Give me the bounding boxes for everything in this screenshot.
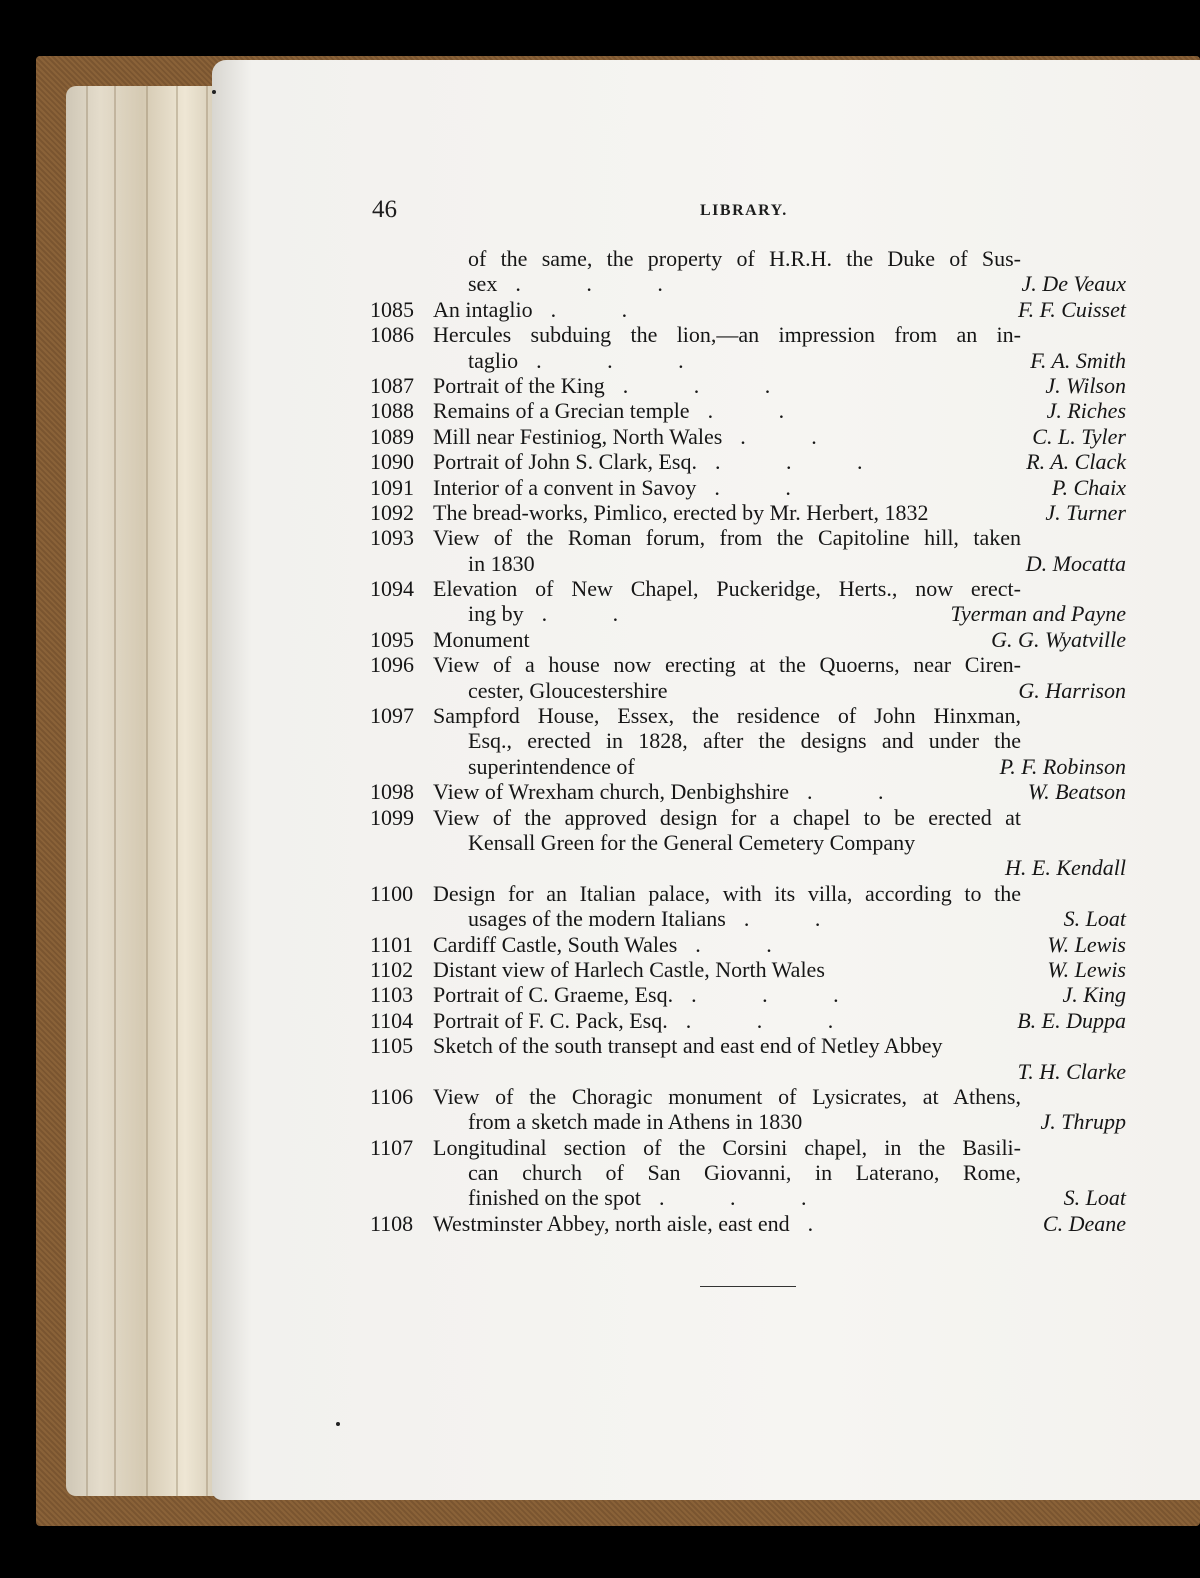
catalogue-entry — [370, 322, 1126, 373]
artist-name: J. De Veaux — [1021, 271, 1126, 297]
entry-line — [370, 500, 1126, 525]
artist-name: G. G. Wyatville — [991, 626, 1126, 652]
running-head: LIBRARY. — [700, 202, 788, 219]
leader-dots: . . — [740, 423, 847, 449]
catalogue-entry — [370, 424, 1126, 449]
entry-line — [370, 1059, 1126, 1084]
catalogue-entry — [370, 703, 1126, 779]
catalogue-entry — [370, 246, 1126, 297]
catalogue-entry — [370, 297, 1126, 322]
entry-line — [370, 475, 1126, 500]
entry-number: 1095 — [370, 626, 414, 652]
catalogue-entry — [370, 779, 1126, 804]
page-mark — [336, 1422, 340, 1426]
entry-line — [370, 525, 1126, 550]
artist-name: F. A. Smith — [1030, 347, 1126, 373]
catalogue-entries — [370, 246, 1126, 1236]
artist-name: J. Thrupp — [1040, 1109, 1126, 1135]
entry-line — [370, 601, 1126, 626]
entry-text: View of a house now erecting at the Quoerns, near Ciren- — [433, 652, 1021, 678]
entry-text: Hercules subduing the lion,—an impression from an in- — [433, 322, 1021, 348]
artist-name: T. H. Clarke — [1017, 1058, 1126, 1084]
entry-line — [370, 881, 1126, 906]
entry-text: Portrait of C. Graeme, Esq. . . . — [433, 982, 869, 1008]
entry-text: from a sketch made in Athens in 1830 — [468, 1109, 803, 1135]
entry-text: Kensall Green for the General Cemetery Company — [468, 829, 916, 855]
catalogue-entry — [370, 398, 1126, 423]
entry-text: superintendence of — [468, 753, 635, 779]
artist-name: W. Beatson — [1027, 779, 1126, 805]
entry-line — [370, 1211, 1126, 1236]
entry-text: ing by . . — [468, 601, 649, 627]
entry-line — [370, 1109, 1126, 1134]
artist-name: D. Mocatta — [1025, 550, 1126, 576]
entry-line — [370, 398, 1126, 423]
entry-text: Portrait of John S. Clark, Esq. . . . — [433, 449, 893, 475]
catalogue-entry — [370, 881, 1126, 932]
entry-number: 1100 — [370, 880, 414, 906]
leader-dots: . . . — [685, 1007, 864, 1033]
entry-number: 1097 — [370, 703, 414, 729]
entry-text: finished on the spot . . . — [468, 1185, 837, 1211]
artist-name: W. Lewis — [1047, 956, 1126, 982]
entry-line — [370, 805, 1126, 830]
entry-text: Monument — [433, 626, 530, 652]
entry-number: 1096 — [370, 652, 414, 678]
entry-number: 1106 — [370, 1083, 414, 1109]
entry-line — [370, 551, 1126, 576]
leader-dots: . . . — [536, 347, 714, 373]
leader-dots: . . — [707, 398, 815, 424]
entry-line — [370, 906, 1126, 931]
entry-number: 1099 — [370, 804, 414, 830]
entry-number: 1093 — [370, 525, 414, 551]
entry-line — [370, 373, 1126, 398]
entry-number: 1088 — [370, 398, 414, 424]
entry-line — [370, 703, 1126, 728]
leader-dots: . . — [714, 474, 821, 500]
artist-name: P. Chaix — [1051, 474, 1126, 500]
entry-text: Mill near Festiniog, North Wales . . — [433, 423, 847, 449]
entry-line — [370, 678, 1126, 703]
entry-line — [370, 449, 1126, 474]
artist-name: G. Harrison — [1018, 677, 1126, 703]
leader-dots: . . . — [691, 982, 869, 1008]
artist-name: J. Wilson — [1045, 372, 1126, 398]
entry-text: An intaglio . . — [433, 296, 658, 322]
leader-dots: . . — [743, 906, 851, 932]
catalogue-entry — [370, 475, 1126, 500]
entry-line — [370, 1008, 1126, 1033]
closing-rule — [700, 1286, 796, 1287]
entry-text: Portrait of F. C. Pack, Esq. . . . — [433, 1007, 864, 1033]
leader-dots: . . — [550, 296, 658, 322]
catalogue-entry — [370, 525, 1126, 576]
catalogue-entry — [370, 957, 1126, 982]
page-edges — [66, 86, 236, 1496]
artist-name: R. A. Clack — [1026, 449, 1126, 475]
entry-text: of the same, the property of H.R.H. the Duke of Sus- — [468, 246, 1021, 271]
entry-text: usages of the modern Italians . . — [468, 906, 851, 932]
artist-name: H. E. Kendall — [1005, 855, 1126, 881]
entry-number: 1085 — [370, 296, 414, 322]
entry-line — [370, 779, 1126, 804]
entry-text: can church of San Giovanni, in Laterano, Rome, — [468, 1160, 1021, 1186]
entry-number: 1102 — [370, 956, 414, 982]
entry-text: Cardiff Castle, South Wales . . — [433, 931, 802, 957]
artist-name: C. L. Tyler — [1032, 423, 1126, 449]
entry-text: Elevation of New Chapel, Puckeridge, Herts., now erect- — [433, 576, 1021, 602]
catalogue-entry — [370, 1033, 1126, 1084]
entry-number: 1092 — [370, 499, 414, 525]
entry-text: View of Wrexham church, Denbighshire . . — [433, 779, 914, 805]
entry-text: View of the Roman forum, from the Capitoline hill, taken — [433, 525, 1021, 551]
artist-name: J. Riches — [1046, 398, 1126, 424]
entry-text: Esq., erected in 1828, after the designs and under the — [468, 728, 1021, 754]
artist-name: J. Turner — [1045, 499, 1126, 525]
artist-name: B. E. Duppa — [1017, 1007, 1126, 1033]
entry-line — [370, 830, 1126, 855]
artist-name: W. Lewis — [1047, 931, 1126, 957]
catalogue-entry — [370, 449, 1126, 474]
entry-line — [370, 1033, 1126, 1058]
entry-line — [370, 1185, 1126, 1210]
catalogue-entry — [370, 652, 1126, 703]
entry-text: Interior of a convent in Savoy . . — [433, 474, 821, 500]
entry-line — [370, 932, 1126, 957]
entry-line — [370, 424, 1126, 449]
entry-line — [370, 1135, 1126, 1160]
entry-line — [370, 957, 1126, 982]
entry-text: The bread-works, Pimlico, erected by Mr. Herbert, 1832 — [433, 499, 929, 525]
leader-dots: . . . — [658, 1185, 837, 1211]
leader-dots: . — [807, 1210, 844, 1236]
leader-dots: . . . — [622, 372, 801, 398]
artist-name: F. F. Cuisset — [1018, 296, 1126, 322]
entry-text: in 1830 — [468, 550, 535, 576]
entry-line — [370, 982, 1126, 1007]
entry-text: Longitudinal section of the Corsini chapel, in the Basili- — [433, 1134, 1021, 1160]
entry-line — [370, 754, 1126, 779]
entry-line — [370, 652, 1126, 677]
leader-dots: . . — [695, 931, 802, 957]
entry-line — [370, 627, 1126, 652]
entry-line — [370, 322, 1126, 347]
entry-text: Design for an Italian palace, with its villa, according to the — [433, 880, 1021, 906]
artist-name: S. Loat — [1063, 1185, 1126, 1211]
entry-number: 1098 — [370, 779, 414, 805]
entry-line — [370, 271, 1126, 296]
leader-dots: . . — [541, 601, 649, 627]
entry-line — [370, 246, 1126, 271]
entry-text: Distant view of Harlech Castle, North Wales — [433, 956, 825, 982]
artist-name: C. Deane — [1042, 1210, 1126, 1236]
entry-text: Portrait of the King . . . — [433, 372, 801, 398]
catalogue-entry — [370, 1211, 1126, 1236]
entry-number: 1103 — [370, 982, 414, 1008]
page-mark — [212, 90, 216, 94]
catalogue-entry — [370, 982, 1126, 1007]
catalogue-entry — [370, 932, 1126, 957]
entry-text: taglio . . . — [468, 347, 714, 373]
leader-dots: . . — [807, 779, 914, 805]
entry-number: 1105 — [370, 1033, 414, 1059]
entry-number: 1087 — [370, 372, 414, 398]
entry-text: Sketch of the south transept and east end of Netley Abbey — [433, 1033, 943, 1059]
catalogue-entry — [370, 1084, 1126, 1135]
catalogue-entry — [370, 805, 1126, 881]
entry-number: 1089 — [370, 423, 414, 449]
artist-name: J. King — [1062, 982, 1126, 1008]
entry-line — [370, 348, 1126, 373]
catalogue-entry — [370, 627, 1126, 652]
entry-number: 1108 — [370, 1210, 414, 1236]
entry-line — [370, 576, 1126, 601]
entry-text: View of the Choragic monument of Lysicrates, at Athens, — [433, 1083, 1021, 1109]
catalogue-entry — [370, 500, 1126, 525]
entry-number: 1091 — [370, 474, 414, 500]
entry-text: cester, Gloucestershire — [468, 677, 668, 703]
entry-text: View of the approved design for a chapel to be erected at — [433, 804, 1021, 830]
entry-number: 1086 — [370, 322, 414, 348]
entry-text: Sampford House, Essex, the residence of John Hinxman, — [433, 703, 1021, 729]
entry-line — [370, 728, 1126, 753]
leader-dots: . . . — [715, 449, 893, 475]
catalogue-entry — [370, 373, 1126, 398]
entry-text: sex . . . — [468, 271, 693, 297]
entry-text: Remains of a Grecian temple . . — [433, 398, 815, 424]
entry-text: Westminster Abbey, north aisle, east end . — [433, 1210, 844, 1236]
entry-number: 1101 — [370, 931, 414, 957]
entry-line — [370, 1084, 1126, 1109]
entry-number: 1107 — [370, 1134, 414, 1160]
artist-name: S. Loat — [1063, 906, 1126, 932]
entry-line — [370, 855, 1126, 880]
page-number: 46 — [372, 196, 397, 223]
catalogue-entry — [370, 576, 1126, 627]
entry-line — [370, 297, 1126, 322]
entry-number: 1090 — [370, 449, 414, 475]
artist-name: Tyerman and Payne — [950, 601, 1126, 627]
entry-number: 1094 — [370, 576, 414, 602]
catalogue-entry — [370, 1008, 1126, 1033]
catalogue-entry — [370, 1135, 1126, 1211]
entry-number: 1104 — [370, 1007, 414, 1033]
entry-line — [370, 1160, 1126, 1185]
leader-dots: . . . — [515, 271, 693, 297]
artist-name: P. F. Robinson — [999, 753, 1126, 779]
